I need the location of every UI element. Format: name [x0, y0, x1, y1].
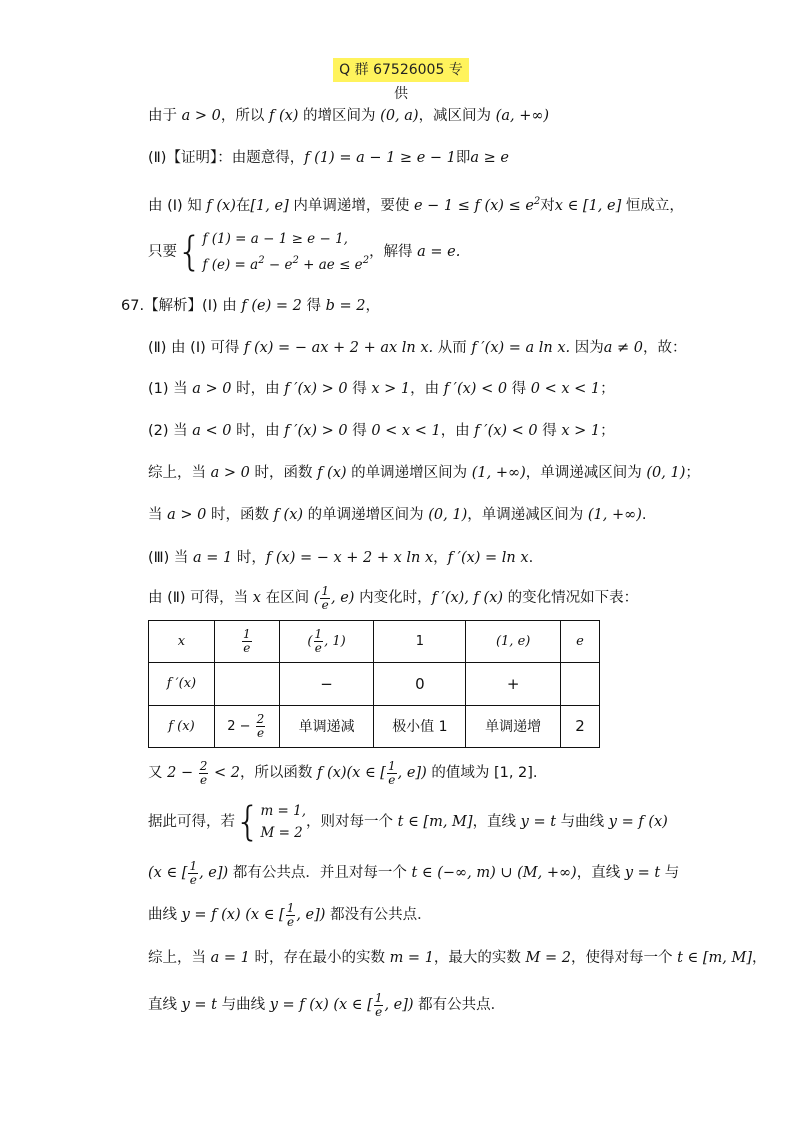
text: 由 (Ⅱ) 可得，当: [148, 590, 253, 606]
math: , e]): [384, 997, 414, 1013]
variation-table: [148, 620, 600, 748]
text: (Ⅱ)【证明】：由题意得，: [148, 150, 305, 166]
math: f (x): [206, 198, 236, 214]
system-row-2: [202, 250, 369, 276]
math: y = f (x): [181, 907, 241, 923]
text: 与曲线: [217, 997, 270, 1013]
table-cell: e: [561, 621, 600, 663]
math: a > 0: [167, 507, 207, 523]
line-16: [148, 900, 432, 930]
numerator: 1: [242, 627, 251, 642]
table-cell: 0: [374, 663, 466, 705]
text: 由 (Ⅰ) 知: [148, 198, 207, 214]
math: f (x): [317, 765, 347, 781]
fraction: [188, 860, 198, 887]
text: 时，函数: [206, 507, 274, 523]
text: 在: [235, 198, 251, 214]
math: f ′(x) > 0: [284, 381, 348, 397]
math: a > 0: [181, 108, 221, 124]
numerator: 2: [256, 711, 265, 726]
text: 从而: [433, 340, 472, 356]
text: 综上，当: [148, 950, 211, 966]
math: f ′(x) = ln x: [447, 550, 529, 566]
text: ，所以函数: [239, 765, 318, 781]
numerator: 1: [189, 858, 198, 873]
text: ，直线: [472, 814, 521, 830]
left-brace: {: [235, 799, 261, 845]
math: t ∈ (−∞, m) ∪ (M, +∞): [411, 865, 577, 881]
text: 时，由: [231, 381, 285, 397]
math: (x ∈ [: [148, 865, 188, 881]
math: y = t: [181, 997, 217, 1013]
math: (0, 1): [428, 507, 468, 523]
text: 的变化情况如下表：: [503, 590, 639, 606]
fraction: [387, 760, 397, 787]
text: 内单调递增，要使: [288, 198, 414, 214]
math: x ∈ [1, e]: [554, 198, 622, 214]
table-row: [149, 663, 600, 705]
watermark-banner: Q 群 67526005 专供: [333, 58, 469, 82]
line-6: [148, 338, 687, 358]
denominator: e: [243, 641, 251, 656]
math: (: [307, 634, 313, 650]
table-cell: [561, 663, 600, 705]
text: ，由: [440, 423, 475, 439]
text: 据此可得，若: [148, 814, 235, 830]
math: t ∈ [m, M]: [397, 814, 473, 830]
math: 2 −: [167, 765, 198, 781]
text: .: [528, 550, 534, 566]
math: a < 0: [192, 423, 232, 439]
math: y = f (x): [269, 997, 329, 1013]
line-3: [148, 192, 684, 216]
line-12: [148, 584, 638, 612]
text: 的值域为: [426, 765, 494, 781]
table-cell: [214, 663, 279, 705]
math: (a, +∞): [495, 108, 550, 124]
text: 得: [301, 298, 326, 314]
text: 得: [347, 381, 372, 397]
text: ，所以: [220, 108, 269, 124]
math: (0, 1): [646, 465, 686, 481]
math: y = f (x): [608, 814, 668, 830]
math: f (x): [273, 507, 304, 523]
text: ，单调递减区间为: [525, 465, 647, 481]
text: 由于: [148, 108, 182, 124]
text: ，则对每一个: [306, 814, 398, 830]
table-cell: [214, 705, 279, 747]
text: 的增区间为: [298, 108, 381, 124]
math: < 2: [209, 765, 240, 781]
table-cell: (1, e): [466, 621, 561, 663]
math: m = 1: [389, 950, 434, 966]
superscript: 2: [258, 255, 265, 266]
line-17: [148, 948, 767, 968]
system-row-2: M = 2: [260, 825, 303, 841]
math: f ′(x) < 0: [474, 423, 538, 439]
text: ，由: [410, 381, 444, 397]
math: x > 1: [561, 423, 601, 439]
numerator: 1: [387, 758, 396, 773]
text: 当: [148, 507, 168, 523]
math: a = 1: [193, 550, 233, 566]
superscript: 2: [533, 196, 541, 207]
math: (: [313, 590, 320, 606]
math: 0 < x < 1: [530, 381, 601, 397]
line-13: [148, 758, 538, 788]
equation-system: [260, 800, 306, 844]
problem-number: 67.: [121, 298, 145, 314]
table-row: [149, 705, 600, 747]
text: (2) 当: [148, 423, 193, 439]
numerator: 1: [374, 990, 383, 1005]
text: 的单调递增区间为: [303, 507, 429, 523]
table-cell: 1: [374, 621, 466, 663]
math: (1, +∞): [587, 507, 642, 523]
math: − e: [264, 257, 293, 273]
math: , e): [331, 590, 355, 606]
math: a = 1: [210, 950, 250, 966]
text: 时，: [232, 550, 266, 566]
math: y = t: [520, 814, 557, 830]
math: t ∈ [m, M]: [677, 950, 753, 966]
table-cell: f (x): [149, 705, 215, 747]
text: ，直线: [576, 865, 625, 881]
numerator: 1: [314, 627, 323, 642]
denominator: e: [388, 772, 396, 787]
text: 内变化时，: [354, 590, 432, 606]
equation-system: [202, 228, 369, 276]
line-7: [148, 379, 615, 399]
denominator: e: [256, 725, 265, 740]
table-cell: +: [466, 663, 561, 705]
math: y = t: [624, 865, 661, 881]
math: (0, a): [380, 108, 419, 124]
text: 与: [660, 865, 680, 881]
line-10: [148, 505, 646, 525]
math: f (x) = − ax + 2 + ax ln x.: [243, 340, 434, 356]
text: 都有公共点．并且对每一个: [228, 865, 412, 881]
math: , e]): [199, 865, 229, 881]
text: ，单调递减区间为: [467, 507, 588, 523]
math: , e]): [397, 765, 427, 781]
table-cell: x: [149, 621, 215, 663]
fraction: [314, 628, 324, 655]
text: 时，由: [231, 423, 285, 439]
math: + ae ≤ e: [298, 257, 363, 273]
fraction: [199, 760, 209, 787]
table-cell: 单调递减: [279, 705, 374, 747]
text: ，: [433, 550, 448, 566]
math: , 1): [324, 634, 346, 650]
text: ，: [365, 298, 380, 314]
text: 与曲线: [556, 814, 609, 830]
text: (Ⅱ) 由 (Ⅰ) 可得: [148, 340, 244, 356]
text: ，使得对每一个: [570, 950, 678, 966]
text: 时，存在最小的实数: [249, 950, 390, 966]
superscript: 2: [362, 255, 370, 266]
system-row-1: m = 1,: [260, 803, 307, 819]
text: ，解得: [369, 244, 418, 260]
text: ，减区间为: [418, 108, 496, 124]
line-4: [148, 228, 460, 276]
math: x: [252, 590, 261, 606]
math: [1, e]: [250, 198, 289, 214]
text: ，: [752, 950, 767, 966]
fraction: [242, 628, 252, 655]
table-cell: 单调递增: [466, 705, 561, 747]
text: 即: [455, 150, 471, 166]
math: a ≠ 0: [603, 340, 644, 356]
text: ，最大的实数: [433, 950, 526, 966]
math: [1, 2].: [493, 765, 538, 781]
math: 0 < x < 1: [371, 423, 441, 439]
math: x > 1: [371, 381, 411, 397]
line-18: [148, 990, 505, 1020]
text: ，故：: [643, 340, 687, 356]
text: (Ⅲ) 当: [148, 550, 194, 566]
math: , e]): [296, 907, 326, 923]
math: e − 1 ≤ f (x) ≤ e: [413, 198, 534, 214]
table-cell: [279, 621, 374, 663]
text: ；: [685, 465, 700, 481]
text: 的单调递增区间为: [346, 465, 472, 481]
math: f (e) = 2: [241, 298, 302, 314]
math: f (x) = − x + 2 + x ln x: [265, 550, 434, 566]
line-1: [148, 106, 549, 126]
denominator: e: [189, 872, 197, 887]
math: f ′(x), f (x): [431, 590, 504, 606]
math: a ≥ e: [470, 150, 509, 166]
line-11: [148, 548, 533, 568]
superscript: 2: [292, 255, 299, 266]
text: .: [641, 507, 647, 523]
math: (x ∈ [: [346, 765, 386, 781]
text: 都没有公共点．: [325, 907, 432, 923]
table-cell: 2: [561, 705, 600, 747]
text: 【解析】(Ⅰ) 由: [144, 298, 242, 314]
math: M = 2: [525, 950, 571, 966]
math: a = e.: [417, 244, 461, 260]
math: b = 2: [325, 298, 366, 314]
denominator: e: [314, 641, 322, 656]
math: f (1) = a − 1 ≥ e − 1: [304, 150, 456, 166]
fraction: [256, 713, 266, 740]
text: 恒成立，: [621, 198, 684, 214]
fraction: [374, 992, 384, 1019]
numerator: 2: [199, 758, 208, 773]
math: f ′(x) > 0: [284, 423, 348, 439]
table-cell: [214, 621, 279, 663]
text: (1) 当: [148, 381, 193, 397]
math: (x ∈ [: [328, 997, 373, 1013]
text: 又: [148, 765, 168, 781]
denominator: e: [286, 914, 295, 929]
math: f (x): [268, 108, 299, 124]
text: 得: [507, 381, 531, 397]
text: ；: [600, 381, 615, 397]
text: 只要: [148, 244, 177, 260]
fraction: [320, 585, 330, 612]
text: 综上，当: [148, 465, 211, 481]
line-9: [148, 463, 700, 483]
math: f (e) = a: [202, 257, 259, 273]
text: 对: [540, 198, 555, 214]
denominator: e: [321, 597, 329, 612]
text: 在区间: [260, 590, 314, 606]
math: f ′(x) < 0: [443, 381, 508, 397]
table-row: [149, 621, 600, 663]
math: 2 −: [227, 718, 255, 734]
text: 直线: [148, 997, 182, 1013]
numerator: 1: [286, 900, 295, 915]
math: a > 0: [192, 381, 232, 397]
table-cell: 极小值 1: [374, 705, 466, 747]
text: 曲线: [148, 907, 182, 923]
line-8: [148, 421, 615, 441]
text: 得: [537, 423, 562, 439]
math: (1, +∞): [471, 465, 526, 481]
line-14: [148, 800, 668, 844]
text: 都有公共点．: [413, 997, 506, 1013]
system-row-1: f (1) = a − 1 ≥ e − 1,: [202, 231, 348, 247]
text: ；: [600, 423, 615, 439]
numerator: 1: [321, 583, 329, 598]
math: (x ∈ [: [240, 907, 285, 923]
left-brace: {: [177, 229, 203, 275]
line-15: [148, 858, 679, 888]
math: f (x): [317, 465, 347, 481]
denominator: e: [199, 772, 208, 787]
line-5: [121, 296, 380, 316]
table-cell: −: [279, 663, 374, 705]
line-2: [148, 148, 509, 168]
math: f ′(x) = a ln x.: [471, 340, 571, 356]
fraction: [286, 902, 296, 929]
math: a > 0: [210, 465, 250, 481]
text: 时，函数: [249, 465, 318, 481]
denominator: e: [375, 1004, 383, 1019]
text: 得: [347, 423, 372, 439]
table-cell: f ′(x): [149, 663, 215, 705]
text: 因为: [570, 340, 604, 356]
